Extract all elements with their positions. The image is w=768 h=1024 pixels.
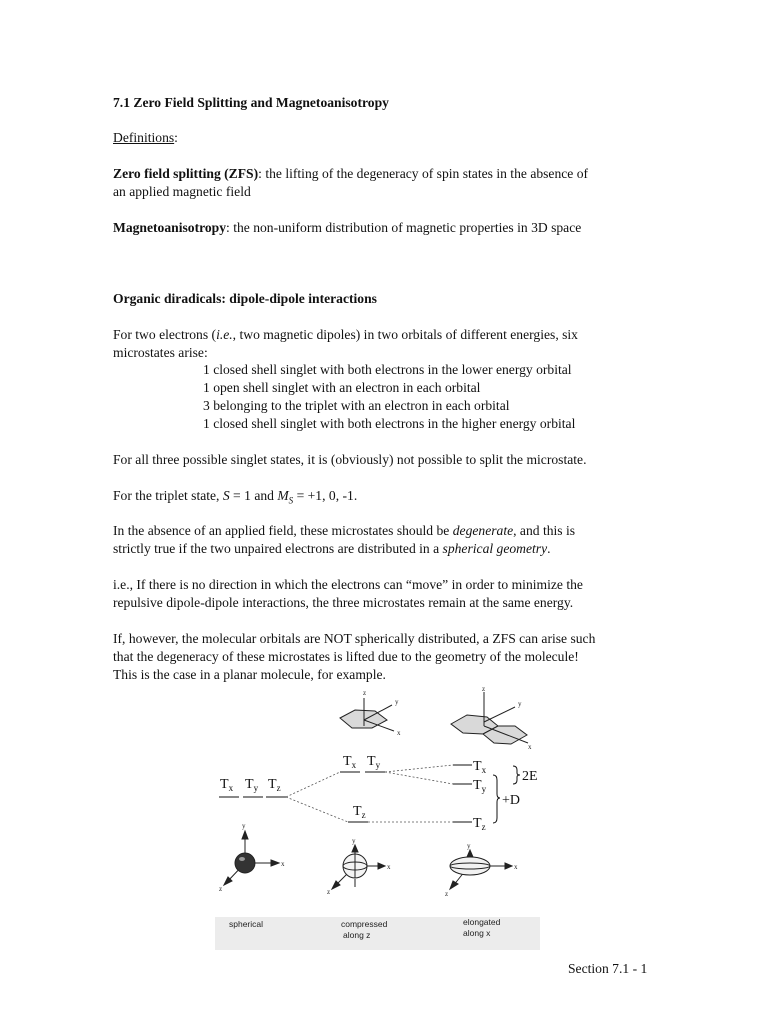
label-d: +D	[502, 793, 521, 808]
page-footer: Section 7.1 - 1	[568, 961, 648, 976]
caption-elongated-1: elongated	[463, 917, 501, 927]
triplet-c: = +1, 0, -1.	[293, 488, 358, 503]
triplet-s: S	[222, 488, 230, 503]
definitions-label: Definitions	[113, 130, 175, 145]
axis-z-label: z	[327, 888, 331, 896]
intro-a: For two electrons (	[113, 327, 217, 342]
caption-spherical: spherical	[229, 919, 264, 929]
if-line1: If, however, the molecular orbitals are NOT spherically distributed, a ZFS can arise such	[113, 631, 596, 646]
absence-a: In the absence of an applied field, these microstates should be	[113, 523, 453, 538]
zfs-definition	[113, 165, 588, 183]
magneto-definition	[113, 219, 581, 237]
intro-line1	[113, 326, 578, 344]
axis-x-label: x	[528, 743, 532, 751]
level-label-tx: $T_x$	[343, 754, 357, 770]
zfs-diagram-figure	[215, 686, 540, 950]
intro-line2: microstates arise:	[113, 345, 208, 360]
if-line2: that the degeneracy of these microstates is lifted due to the geometry of the molecule!	[113, 649, 579, 664]
absence-degenerate: degenerate	[452, 523, 514, 538]
absence-line2a: strictly true if the two unpaired electrons are distributed in a	[113, 541, 443, 556]
axis-x-label: x	[397, 729, 401, 737]
definitions-heading	[113, 129, 178, 147]
level-label-tx: $T_x$	[220, 777, 234, 793]
triplet-b: = 1 and	[229, 488, 278, 503]
absence-spherical: spherical geometry	[442, 541, 548, 556]
triplet-m: M	[277, 488, 289, 503]
axis-z-label: z	[482, 686, 486, 693]
intro-ie: i.e.	[216, 327, 233, 342]
zfs-text: : the lifting of the degeneracy of spin states in the absence of	[258, 166, 589, 181]
if-line3: This is the case in a planar molecule, for example.	[113, 667, 386, 682]
caption-compressed-2: along z	[343, 930, 371, 940]
microstate-item: 1 open shell singlet with an electron in each orbital	[203, 380, 481, 395]
axis-z-label: z	[219, 885, 223, 893]
axis-y-label: y	[467, 842, 471, 850]
level-label-tx: $T_x$	[473, 759, 487, 775]
ie-line2: repulsive dipole-dipole interactions, the three microstates remain at the same energy.	[113, 595, 574, 610]
caption-compressed-1: compressed	[341, 919, 388, 929]
level-label-tz: $T_z$	[353, 804, 366, 820]
axis-x-label: x	[514, 863, 518, 871]
zfs-definition-line2: an applied magnetic field	[113, 184, 251, 199]
level-label-ty: $T_y$	[367, 754, 381, 770]
intro-b: , two magnetic dipoles) in two orbitals of different energies, six	[232, 327, 578, 342]
triplet-m-sub: S	[288, 495, 294, 506]
axis-z-label: z	[445, 890, 449, 898]
organic-heading: Organic diradicals: dipole-dipole interactions	[113, 291, 377, 306]
singlet-text: For all three possible singlet states, it is (obviously) not possible to split the microstate.	[113, 452, 587, 467]
caption-elongated-2: along x	[463, 928, 491, 938]
axis-y-label: y	[352, 837, 356, 845]
axis-y-label: y	[518, 700, 522, 708]
level-label-ty: $T_y$	[245, 777, 259, 793]
axis-x-label: x	[281, 860, 285, 868]
absence-b: , and this is	[513, 523, 576, 538]
microstate-item: 1 closed shell singlet with both electrons in the lower energy orbital	[203, 362, 572, 377]
axis-x-label: x	[387, 863, 391, 871]
axis-y-label: y	[242, 822, 246, 830]
zfs-diagram	[215, 686, 540, 950]
triplet-text	[113, 487, 357, 510]
microstate-item: 3 belonging to the triplet with an electron in each orbital	[203, 398, 510, 413]
absence-line1	[113, 522, 575, 540]
label-2e: 2E	[522, 769, 538, 784]
absence-line2b: .	[547, 541, 551, 556]
axis-y-label: y	[395, 698, 399, 706]
triplet-a: For the triplet state,	[113, 488, 223, 503]
level-label-ty: $T_y$	[473, 778, 487, 794]
microstate-item: 1 closed shell singlet with both electrons in the higher energy orbital	[203, 416, 576, 431]
axis-z-label: z	[363, 689, 367, 697]
zfs-term: Zero field splitting (ZFS)	[113, 166, 259, 181]
level-label-tz: $T_z$	[473, 816, 486, 832]
section-title: 7.1 Zero Field Splitting and Magnetoanisotropy	[113, 95, 389, 110]
level-label-tz: $T_z$	[268, 777, 281, 793]
definitions-colon: :	[174, 130, 178, 145]
absence-line2	[113, 540, 551, 558]
magneto-text: : the non-uniform distribution of magnetic properties in 3D space	[226, 220, 582, 235]
ie-line1: i.e., If there is no direction in which the electrons can “move” in order to minimize the	[113, 577, 583, 592]
magneto-term: Magnetoanisotropy	[113, 220, 227, 235]
